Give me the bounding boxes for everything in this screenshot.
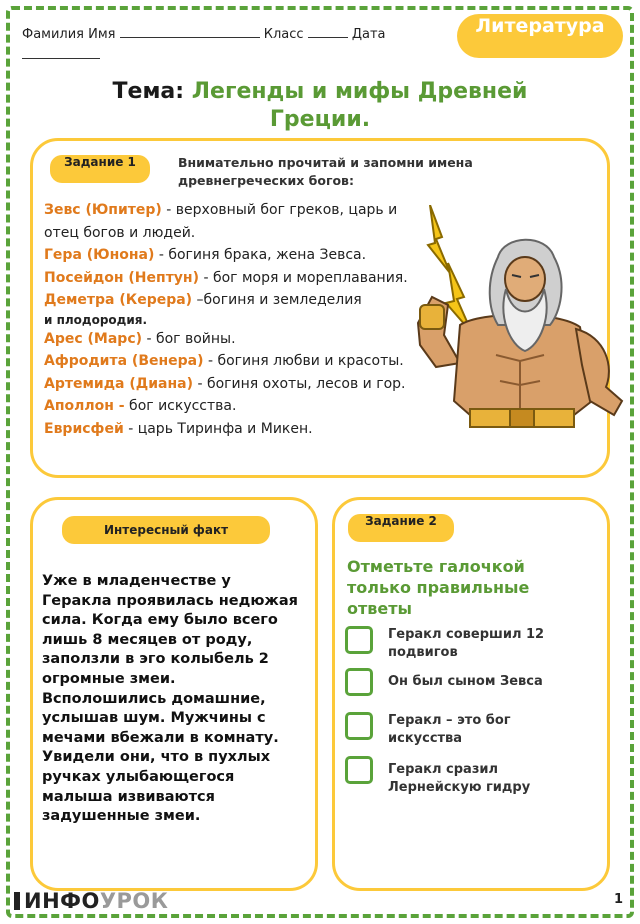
name-blank[interactable] bbox=[120, 24, 260, 38]
topic-label: Тема: bbox=[112, 79, 185, 104]
god-name: Деметра (Керера) bbox=[44, 292, 193, 308]
god-desc: - верховный бог греков, царь и bbox=[161, 202, 398, 218]
topic-title: Легенды и мифы Древней Греции. bbox=[191, 79, 528, 132]
answer-label: Геракл совершил 12 подвигов bbox=[388, 627, 545, 660]
fact-badge: Интересный факт bbox=[62, 516, 270, 544]
logo-text-dark: ИНФО bbox=[24, 889, 100, 913]
fact-text: Уже в младенчестве у Геракла проявилась недюжая сила. Когда ему было всего лишь 8 месяцев от роду, заползли в эго колыбель 2 огромные змеи. Всполошились домашние, услышав шум. Мужчины с мечами вбежали в комнату. Увидели они, что в пухлых ручках улыбающегося малыша извиваются задушенные змеи. bbox=[42, 573, 298, 825]
god-desc: отец богов и людей. bbox=[44, 224, 196, 241]
god-desc: бог искусства. bbox=[124, 398, 237, 414]
task2-instruction: Отметьте галочкой только правильные ответы bbox=[347, 557, 530, 618]
god-name: Афродита (Венера) bbox=[44, 353, 204, 369]
answer-label: Он был сыном Зевса bbox=[388, 674, 543, 689]
logo-text-light: УРОК bbox=[99, 889, 169, 913]
zeus-illustration bbox=[400, 205, 635, 450]
class-label: Класс bbox=[263, 27, 304, 42]
page-number: 1 bbox=[614, 892, 624, 907]
class-blank[interactable] bbox=[308, 24, 348, 38]
god-desc: - богиня охоты, лесов и гор. bbox=[193, 375, 406, 392]
subject-badge: Литература bbox=[457, 14, 623, 58]
task1-badge: Задание 1 bbox=[50, 155, 150, 183]
god-name: Арес (Марс) bbox=[44, 330, 143, 347]
answer-checkbox[interactable] bbox=[345, 712, 373, 740]
answer-checkbox[interactable] bbox=[345, 668, 373, 696]
god-name: Гера (Юнона) bbox=[44, 247, 155, 263]
god-desc: - царь Тиринфа и Микен. bbox=[123, 420, 313, 437]
task2-badge: Задание 2 bbox=[348, 514, 454, 542]
god-desc: и плодородия. bbox=[44, 312, 148, 327]
task1-instruction: Внимательно прочитай и запомни имена древнегреческих богов: bbox=[178, 155, 473, 188]
god-desc: - богиня брака, жена Зевса. bbox=[154, 247, 367, 263]
god-name: Аполлон - bbox=[44, 398, 125, 414]
date-label: Дата bbox=[351, 27, 386, 42]
god-desc: - богиня любви и красоты. bbox=[203, 353, 404, 369]
page-title bbox=[60, 78, 580, 134]
god-name: Посейдон (Нептун) bbox=[44, 269, 200, 286]
answer-checkbox[interactable] bbox=[345, 626, 373, 654]
logo-mark-icon bbox=[14, 892, 20, 910]
god-desc: - бог войны. bbox=[142, 330, 236, 347]
god-name: Зевс (Юпитер) bbox=[44, 202, 162, 218]
god-desc: - бог моря и мореплавания. bbox=[199, 269, 408, 286]
answer-label: Геракл – это бог искусства bbox=[388, 713, 511, 746]
student-header bbox=[22, 24, 442, 66]
answer-checkbox[interactable] bbox=[345, 756, 373, 784]
infourok-logo bbox=[14, 890, 168, 912]
god-name: Артемида (Диана) bbox=[44, 375, 193, 392]
answer-label: Геракл сразил Лернейскую гидру bbox=[388, 762, 531, 795]
date-blank[interactable] bbox=[22, 45, 100, 59]
name-label: Фамилия Имя bbox=[22, 27, 116, 42]
god-desc: –богиня и земледелия bbox=[192, 292, 362, 308]
god-name: Еврисфей bbox=[44, 420, 124, 437]
